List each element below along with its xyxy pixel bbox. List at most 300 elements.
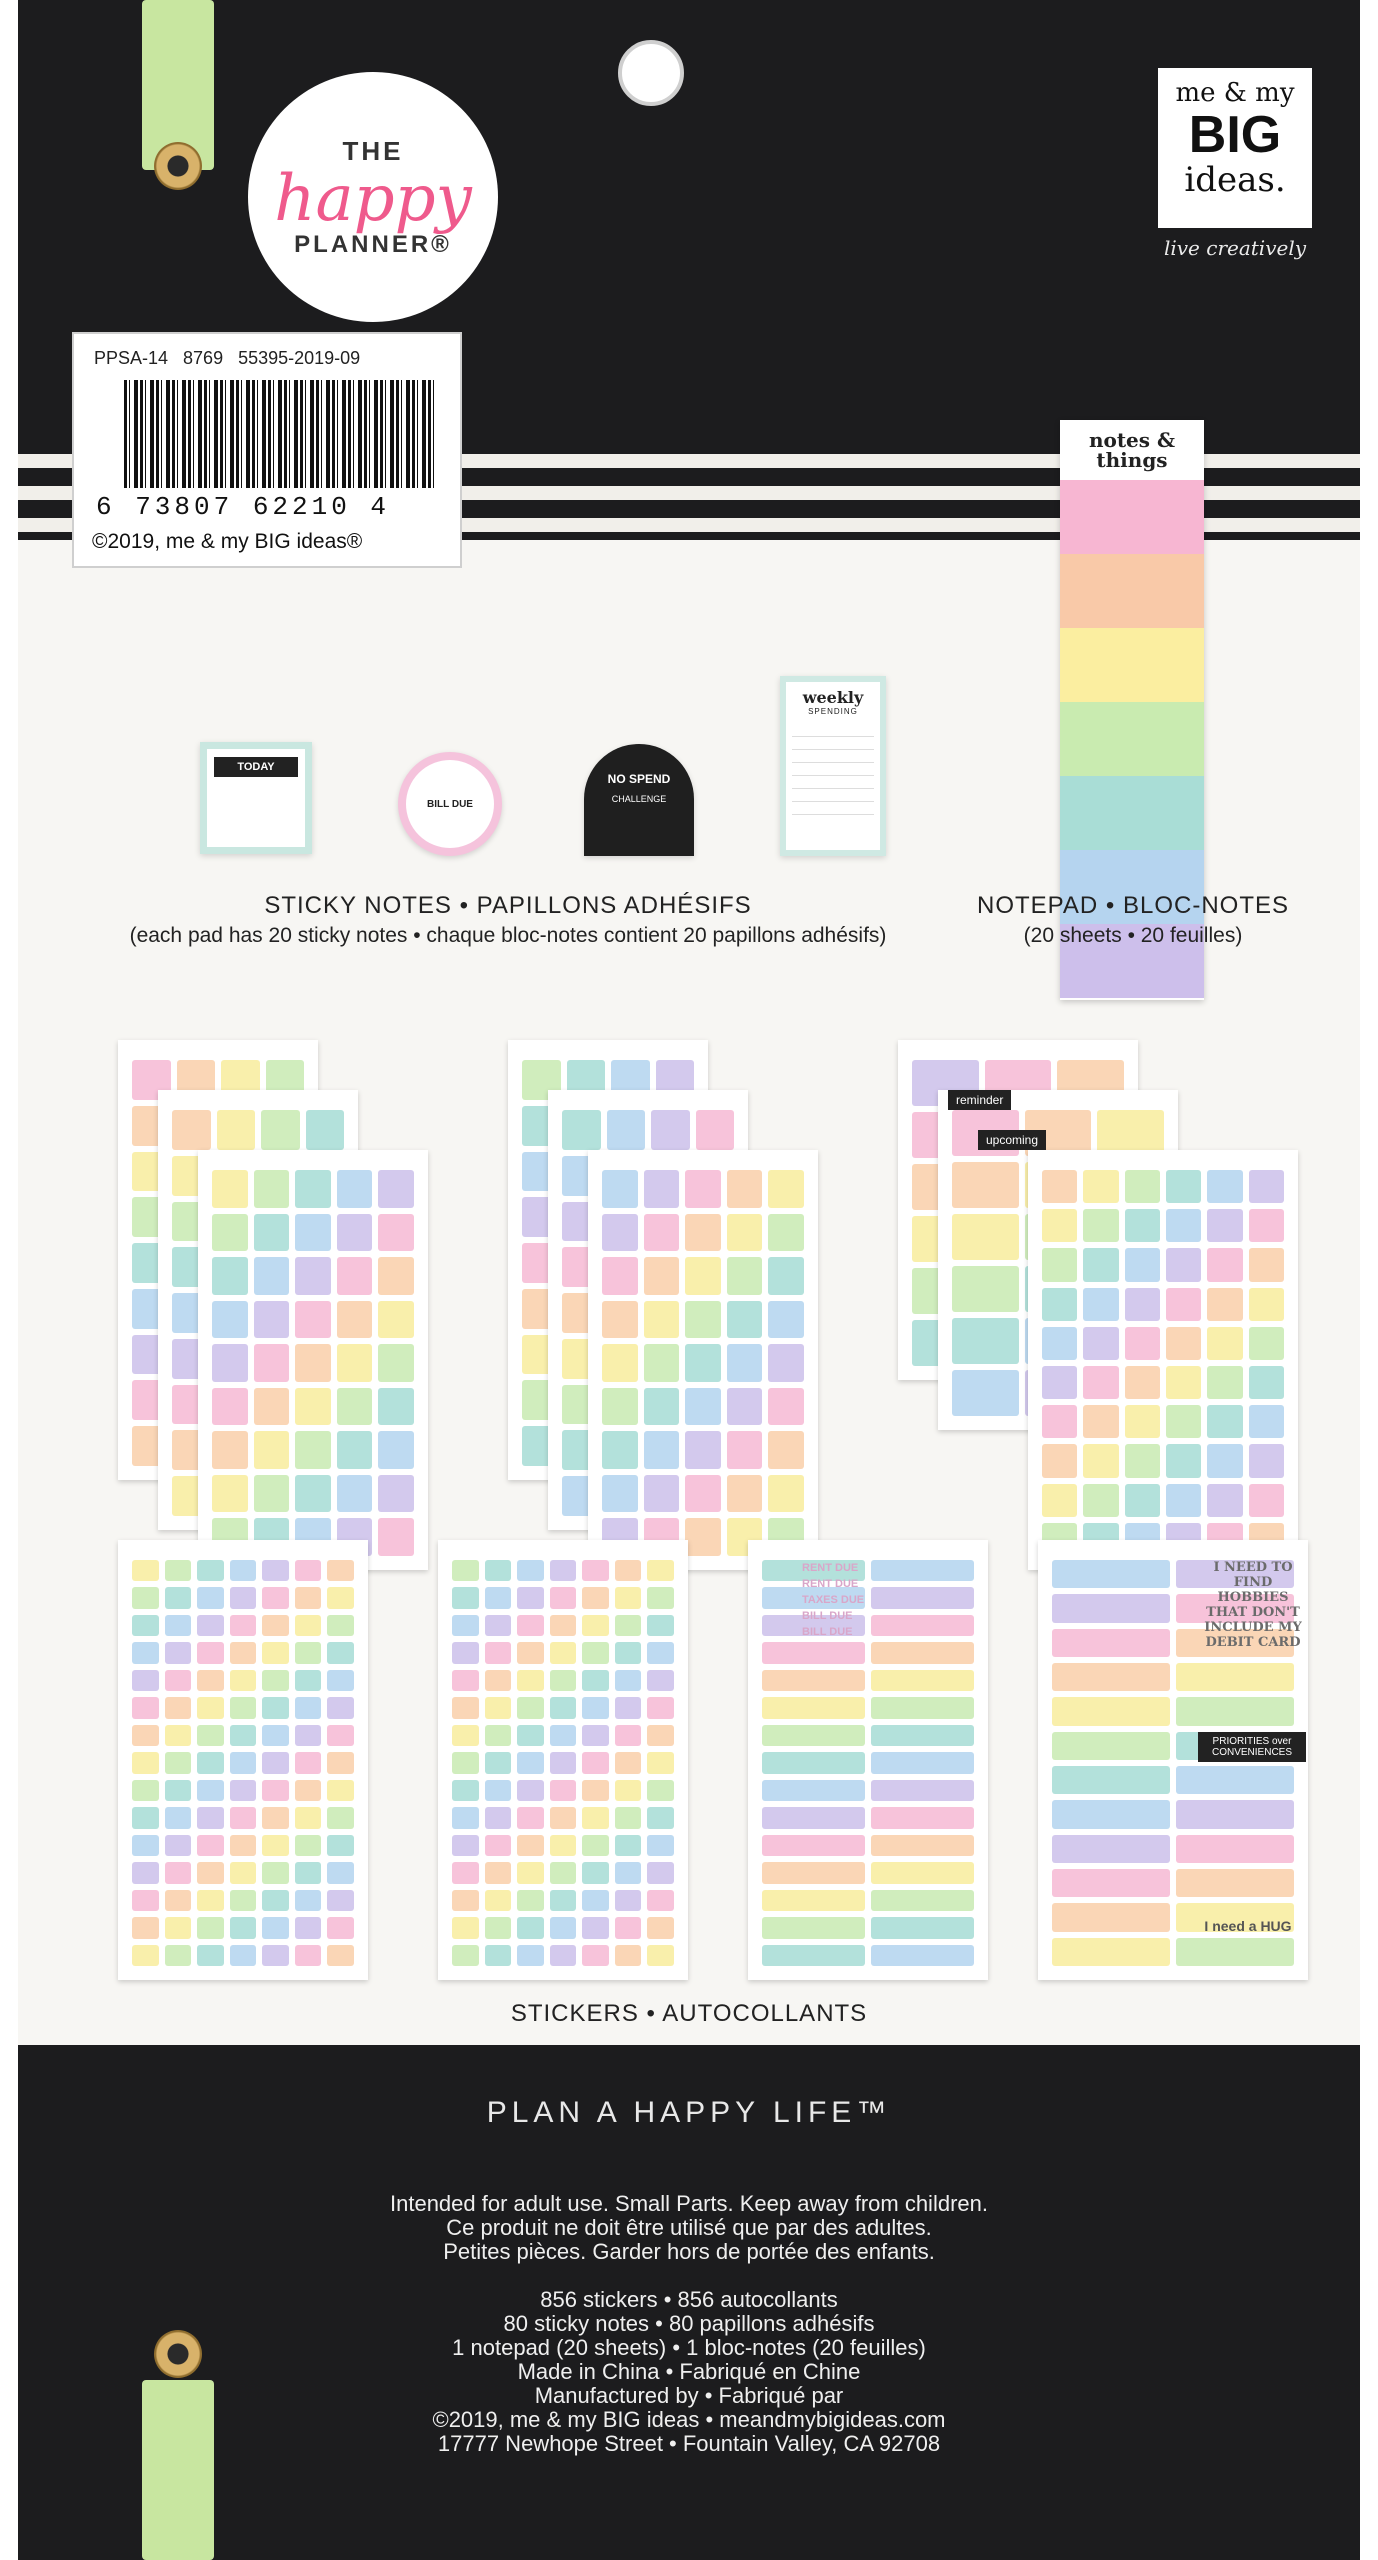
notepad-subtitle: (20 sheets • 20 feuilles) [1023, 924, 1243, 947]
sticker [254, 1257, 290, 1295]
contents-line: 856 stickers • 856 autocollants [540, 2287, 838, 2312]
sticker [197, 1587, 224, 1608]
sticker [1207, 1405, 1242, 1438]
sticker [550, 1807, 577, 1828]
sticky-note-weekly-spending [780, 676, 886, 856]
mmbi-line1: me & my [1175, 78, 1295, 108]
sticker [871, 1670, 974, 1691]
sticker [230, 1835, 257, 1856]
sticker [1166, 1484, 1201, 1517]
sticker [262, 1890, 289, 1911]
sticker [871, 1835, 974, 1856]
sticker [517, 1560, 544, 1581]
sticker [644, 1344, 680, 1382]
sticker [517, 1752, 544, 1773]
sticker [1083, 1327, 1118, 1360]
sticker [1249, 1170, 1284, 1203]
sticker [1249, 1209, 1284, 1242]
sticker [1052, 1697, 1170, 1725]
sticker [871, 1807, 974, 1828]
sticker [1166, 1288, 1201, 1321]
sticker [378, 1431, 414, 1469]
sticker [132, 1615, 159, 1636]
sticker [1042, 1484, 1077, 1517]
sticker [295, 1257, 331, 1295]
sticker [452, 1807, 479, 1828]
sticker [1207, 1248, 1242, 1281]
barcode-bars [124, 380, 434, 488]
due-label-column [798, 1560, 898, 1640]
sticker [647, 1890, 674, 1911]
sticker [1052, 1629, 1170, 1657]
sticker [327, 1560, 354, 1581]
sticker [485, 1587, 512, 1608]
sticker [582, 1615, 609, 1636]
sticker [647, 1862, 674, 1883]
sticker [615, 1697, 642, 1718]
sticker [550, 1725, 577, 1746]
sticker [647, 1835, 674, 1856]
sticker [452, 1835, 479, 1856]
sticker [550, 1780, 577, 1801]
contents-line: 1 notepad (20 sheets) • 1 bloc-notes (20 feuilles) [452, 2335, 926, 2360]
sticker [485, 1670, 512, 1691]
sticker [1207, 1484, 1242, 1517]
sticker [295, 1807, 322, 1828]
sticker [1207, 1288, 1242, 1321]
sticker [230, 1560, 257, 1581]
sticker [644, 1257, 680, 1295]
sticker [685, 1257, 721, 1295]
sticker [165, 1945, 192, 1966]
sticker [327, 1725, 354, 1746]
sticker [685, 1431, 721, 1469]
sticker [1176, 1869, 1294, 1897]
sticky-notes-subtitle: (each pad has 20 sticky notes • chaque bloc-notes contient 20 papillons adhésifs) [129, 924, 887, 947]
sticker [517, 1807, 544, 1828]
sticker [871, 1862, 974, 1883]
sticker [1042, 1288, 1077, 1321]
sticker [762, 1670, 865, 1691]
sticker [230, 1587, 257, 1608]
sticker [550, 1697, 577, 1718]
sticker [517, 1835, 544, 1856]
sticker [262, 1862, 289, 1883]
sticker [295, 1642, 322, 1663]
sticker [452, 1917, 479, 1938]
stickers-title: STICKERS • AUTOCOLLANTS [510, 2000, 868, 2027]
sticker [378, 1475, 414, 1513]
sticker [262, 1670, 289, 1691]
product-codes: PPSA-14 8769 55395-2019-09 [94, 348, 361, 368]
sticker [1052, 1903, 1170, 1931]
sticker [871, 1725, 974, 1746]
sticker [647, 1752, 674, 1773]
sticker [295, 1214, 331, 1252]
sticker [615, 1642, 642, 1663]
sticker [1176, 1766, 1294, 1794]
sticker [1207, 1366, 1242, 1399]
sticker [1166, 1444, 1201, 1477]
sticker [378, 1518, 414, 1556]
no-spend-text: NO SPEND [607, 772, 671, 786]
sticker [1166, 1209, 1201, 1242]
sticker [615, 1780, 642, 1801]
sticker [1125, 1327, 1160, 1360]
sticker [327, 1670, 354, 1691]
sticker [485, 1890, 512, 1911]
sticker [197, 1945, 224, 1966]
sticker [485, 1780, 512, 1801]
sticker [1042, 1366, 1077, 1399]
sticker [212, 1214, 248, 1252]
barcode-copyright: ©2019, me & my BIG ideas® [92, 530, 363, 553]
sticker [517, 1725, 544, 1746]
sticker [262, 1587, 289, 1608]
sticker [1166, 1405, 1201, 1438]
sticker [295, 1780, 322, 1801]
sticker [1125, 1484, 1160, 1517]
sticker [452, 1670, 479, 1691]
notepad-band [1060, 702, 1204, 776]
sticker [165, 1670, 192, 1691]
notepad-band [1060, 628, 1204, 702]
sticker [230, 1670, 257, 1691]
sticker [197, 1917, 224, 1938]
sticker-sheet [198, 1150, 428, 1570]
sticker [197, 1725, 224, 1746]
sticker [517, 1670, 544, 1691]
sticker [762, 1945, 865, 1966]
sticker-sheet [118, 1540, 368, 1980]
sticker [651, 1110, 690, 1150]
warning-line: Petites pièces. Garder hors de portée des enfants. [443, 2239, 935, 2264]
sticker [197, 1752, 224, 1773]
sticker [582, 1917, 609, 1938]
sticker [295, 1475, 331, 1513]
sticker [1125, 1209, 1160, 1242]
sticker [1042, 1327, 1077, 1360]
contents-line: Made in China • Fabriqué en Chine [517, 2359, 861, 2384]
sticker [230, 1725, 257, 1746]
hug-quote: I need a HUG [1204, 1918, 1292, 1934]
sticker [1052, 1938, 1170, 1966]
sticker [647, 1587, 674, 1608]
sticker [165, 1697, 192, 1718]
mmbi-tagline: live creatively [1163, 236, 1307, 260]
sticker [762, 1835, 865, 1856]
sticker [1052, 1800, 1170, 1828]
sticker [1083, 1366, 1118, 1399]
sticker [230, 1917, 257, 1938]
sticker [647, 1917, 674, 1938]
sticker [602, 1301, 638, 1339]
sticker [132, 1670, 159, 1691]
sticker [262, 1945, 289, 1966]
sticker [452, 1587, 479, 1608]
sticker [165, 1862, 192, 1883]
sticker [517, 1862, 544, 1883]
sticker [1125, 1288, 1160, 1321]
sticker [517, 1945, 544, 1966]
sticker [337, 1301, 373, 1339]
sticker [337, 1388, 373, 1426]
notepad-band [1060, 776, 1204, 850]
sticker [727, 1431, 763, 1469]
sticker [295, 1587, 322, 1608]
sticker [337, 1431, 373, 1469]
sticker [602, 1344, 638, 1382]
sticker [327, 1862, 354, 1883]
sticker [132, 1835, 159, 1856]
sticker [1207, 1170, 1242, 1203]
sticker-sheet [438, 1540, 688, 1980]
sticker [615, 1725, 642, 1746]
sticker [212, 1301, 248, 1339]
sticker [647, 1945, 674, 1966]
sticker [306, 1110, 345, 1150]
sticker [485, 1615, 512, 1636]
sticker [254, 1431, 290, 1469]
sticker [132, 1890, 159, 1911]
sticker [1083, 1405, 1118, 1438]
sticky-notes-caption [78, 892, 938, 948]
sticker [647, 1670, 674, 1691]
sticker [165, 1890, 192, 1911]
sticker [378, 1388, 414, 1426]
sticker [378, 1344, 414, 1382]
sticker [1207, 1444, 1242, 1477]
sticker [1083, 1248, 1118, 1281]
spending-text: SPENDING [808, 707, 858, 716]
sticker [1042, 1209, 1077, 1242]
contents-line: 80 sticky notes • 80 papillons adhésifs [503, 2311, 875, 2336]
sticker [550, 1945, 577, 1966]
sticker [485, 1862, 512, 1883]
taxes-due-label: TAXES DUE [802, 1594, 865, 1606]
sticker [582, 1642, 609, 1663]
warnings-block [318, 2192, 1060, 2264]
sticker [1166, 1170, 1201, 1203]
sticker [871, 1697, 974, 1718]
sticker [644, 1170, 680, 1208]
sticker [685, 1518, 721, 1556]
sticker [262, 1807, 289, 1828]
sticker [262, 1752, 289, 1773]
sticker [1125, 1405, 1160, 1438]
sticker [762, 1752, 865, 1773]
sticker [485, 1835, 512, 1856]
sticker [762, 1890, 865, 1911]
sticker [952, 1266, 1019, 1312]
sticker [607, 1110, 646, 1150]
sticker [254, 1170, 290, 1208]
sticker [1176, 1663, 1294, 1691]
sticker [647, 1642, 674, 1663]
contents-line: 17777 Newhope Street • Fountain Valley, CA 92708 [437, 2431, 941, 2456]
sticker [727, 1388, 763, 1426]
sticker [582, 1862, 609, 1883]
sticker [132, 1780, 159, 1801]
sticker [762, 1917, 865, 1938]
sticker [165, 1560, 192, 1581]
mmbi-logo [1158, 68, 1312, 228]
sticker [132, 1945, 159, 1966]
sticker [952, 1162, 1019, 1208]
sticker [1249, 1366, 1284, 1399]
sticker [212, 1170, 248, 1208]
sticker [647, 1807, 674, 1828]
sticker [615, 1587, 642, 1608]
sticker [517, 1917, 544, 1938]
sticker [602, 1475, 638, 1513]
sticker [230, 1890, 257, 1911]
sticker [254, 1214, 290, 1252]
sticker [615, 1670, 642, 1691]
barcode-label [72, 332, 462, 568]
sticker [165, 1752, 192, 1773]
sticker [647, 1615, 674, 1636]
sticker [452, 1725, 479, 1746]
sticker [337, 1214, 373, 1252]
sticker [132, 1697, 159, 1718]
sticker [1125, 1366, 1160, 1399]
sticker [485, 1917, 512, 1938]
upcoming-tab: upcoming [978, 1130, 1046, 1150]
sticker [132, 1807, 159, 1828]
sticker [295, 1301, 331, 1339]
notepad-title: NOTEPAD • BLOC-NOTES [977, 892, 1289, 919]
rent-due-label: RENT DUE [802, 1562, 859, 1574]
sticker [485, 1560, 512, 1581]
sticker [172, 1110, 211, 1150]
sticker [768, 1257, 804, 1295]
sticker [1042, 1444, 1077, 1477]
sticker [1176, 1938, 1294, 1966]
logo-happy: happy [274, 161, 472, 236]
sticker [261, 1110, 300, 1150]
sticker [550, 1560, 577, 1581]
sticker [217, 1110, 256, 1150]
contents-block [318, 2288, 1060, 2456]
sticker [696, 1110, 735, 1150]
warning-line: Ce produit ne doit être utilisé que par des adultes. [446, 2215, 932, 2240]
sticker [727, 1170, 763, 1208]
sticker [254, 1344, 290, 1382]
sticker [132, 1642, 159, 1663]
sticker [337, 1257, 373, 1295]
priorities-quote: PRIORITIES over CONVENIENCES [1198, 1732, 1306, 1762]
sticker [602, 1214, 638, 1252]
sticky-note-today [200, 742, 312, 854]
sticker [685, 1475, 721, 1513]
sticker [1166, 1248, 1201, 1281]
sticker [517, 1890, 544, 1911]
sticker [197, 1615, 224, 1636]
today-banner: TODAY [214, 757, 298, 777]
sticker [1249, 1484, 1284, 1517]
sticker [602, 1257, 638, 1295]
sticky-note-no-spend [584, 744, 694, 856]
sticker [1083, 1288, 1118, 1321]
sticker [615, 1890, 642, 1911]
sticker [615, 1752, 642, 1773]
sticker [582, 1725, 609, 1746]
sticker [1042, 1405, 1077, 1438]
sticker [452, 1862, 479, 1883]
warning-line: Intended for adult use. Small Parts. Keep away from children. [390, 2191, 988, 2216]
sticker [327, 1807, 354, 1828]
happy-planner-logo [248, 72, 498, 322]
sticker [768, 1388, 804, 1426]
sticker [685, 1344, 721, 1382]
sticker [1176, 1697, 1294, 1725]
notepad-header: notes & things [1088, 428, 1176, 472]
sticker [602, 1170, 638, 1208]
sticker [262, 1917, 289, 1938]
sticker [197, 1670, 224, 1691]
sticker [517, 1642, 544, 1663]
sticker [615, 1862, 642, 1883]
sticker [517, 1780, 544, 1801]
sticker [871, 1890, 974, 1911]
sticker [582, 1807, 609, 1828]
sticker [327, 1752, 354, 1773]
sticker [295, 1431, 331, 1469]
sticker [582, 1945, 609, 1966]
sticker [582, 1780, 609, 1801]
barcode-number: 6 73807 62210 4 [96, 492, 391, 522]
sticker [1052, 1594, 1170, 1622]
sticker [254, 1301, 290, 1339]
mmbi-line2: BIG [1188, 106, 1282, 164]
sticker [582, 1587, 609, 1608]
sticker [327, 1835, 354, 1856]
sticker [295, 1862, 322, 1883]
sticker [550, 1642, 577, 1663]
sticker [262, 1642, 289, 1663]
sticker [615, 1615, 642, 1636]
sticker [230, 1615, 257, 1636]
sticker [327, 1890, 354, 1911]
sticker [1052, 1560, 1170, 1588]
sticker [295, 1752, 322, 1773]
sticker [727, 1475, 763, 1513]
sticker [132, 1725, 159, 1746]
sticker [262, 1835, 289, 1856]
sticker [562, 1110, 601, 1150]
sticker [230, 1862, 257, 1883]
sticker [768, 1214, 804, 1252]
sticker [550, 1615, 577, 1636]
sticker [230, 1697, 257, 1718]
sticker [647, 1725, 674, 1746]
sticker [327, 1945, 354, 1966]
sticker [378, 1170, 414, 1208]
sticker [1249, 1288, 1284, 1321]
sticker [768, 1344, 804, 1382]
sticker [295, 1725, 322, 1746]
sticker [452, 1642, 479, 1663]
sticker [871, 1642, 974, 1663]
sticker [295, 1945, 322, 1966]
sticker [582, 1697, 609, 1718]
sticker [647, 1780, 674, 1801]
sticker [1166, 1327, 1201, 1360]
sticker [165, 1835, 192, 1856]
sticker [254, 1475, 290, 1513]
sticker [337, 1170, 373, 1208]
